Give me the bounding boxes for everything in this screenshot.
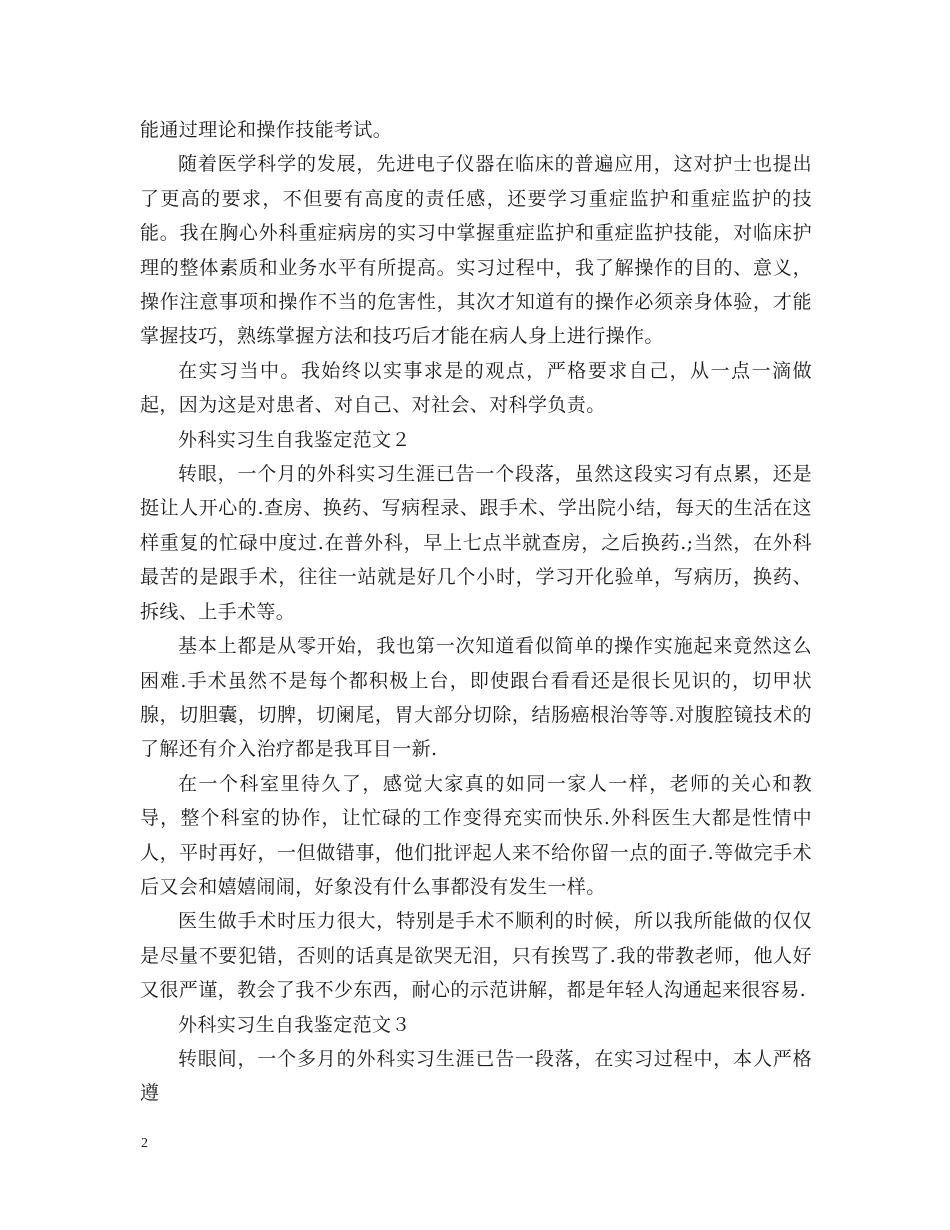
paragraph-continuation: 能通过理论和操作技能考试。 — [140, 119, 393, 141]
paragraph-body: 基本上都是从零开始，我也第一次知道看似简单的操作实施起来竟然这么困难.手术虽然不是每个都积极上台，即使跟台看看还是很长见识的，切甲状腺，切胆囊，切脾，切阑尾，胃大部分切除，结肠癌根治等等.对腹腔镜技术的了解还有介入治疗都是我耳目一新. — [140, 635, 812, 761]
paragraph-body: 在一个科室里待久了，感觉大家真的如同一家人一样，老师的关心和教导，整个科室的协作，让忙碌的工作变得充实而快乐.外科医生大都是性情中人，平时再好，一但做错事，他们批评起人来不给你留一点的面子.等做完手术后又会和嬉嬉闹闹，好象没有什么事都没有发生一样。 — [140, 772, 812, 898]
paragraph-body: 医生做手术时压力很大，特别是手术不顺利的时候，所以我所能做的仅仅是尽量不要犯错，否则的话真是欲哭无泪，只有挨骂了.我的带教老师，他人好又很严谨，教会了我不少东西，耐心的示范讲解，都是年轻人沟通起来很容易. — [140, 910, 812, 1002]
paragraph-body: 转眼间，一个多月的外科实习生涯已告一段落，在实习过程中，本人严格遵 — [140, 1047, 812, 1105]
paragraph-body: 随着医学科学的发展，先进电子仪器在临床的普遍应用，这对护士也提出了更高的要求，不但要有高度的责任感，还要学习重症监护和重症监护的技能。我在胸心外科重症病房的实习中掌握重症监护和重症监护技能，对临床护理的整体素质和业务水平有所提高。实习过程中，我了解操作的目的、意义，操作注意事项和操作不当的危害性，其次才知道有的操作必须亲身体验，才能掌握技巧，熟练掌握方法和技巧后才能在病人身上进行操作。 — [140, 153, 812, 348]
paragraph-body: 转眼，一个月的外科实习生涯已告一个段落，虽然这段实习有点累，还是挺让人开心的.查房、换药、写病程录、跟手术、学出院小结，每天的生活在这样重复的忙碌中度过.在普外科，早上七点半就查房，之后换药.;当然，在外科最苦的是跟手术，往往一站就是好几个小时，学习开化验单，写病历，换药、拆线、上手术等。 — [140, 463, 812, 623]
paragraph-body: 在实习当中。我始终以实事求是的观点，严格要求自己，从一点一滴做起，因为这是对患者、对自己、对社会、对科学负责。 — [140, 359, 812, 417]
section-heading: 外科实习生自我鉴定范文３ — [178, 1013, 411, 1036]
document-body — [140, 113, 812, 1111]
page-number: 2 — [141, 1136, 148, 1151]
section-heading: 外科实习生自我鉴定范文２ — [178, 428, 411, 451]
